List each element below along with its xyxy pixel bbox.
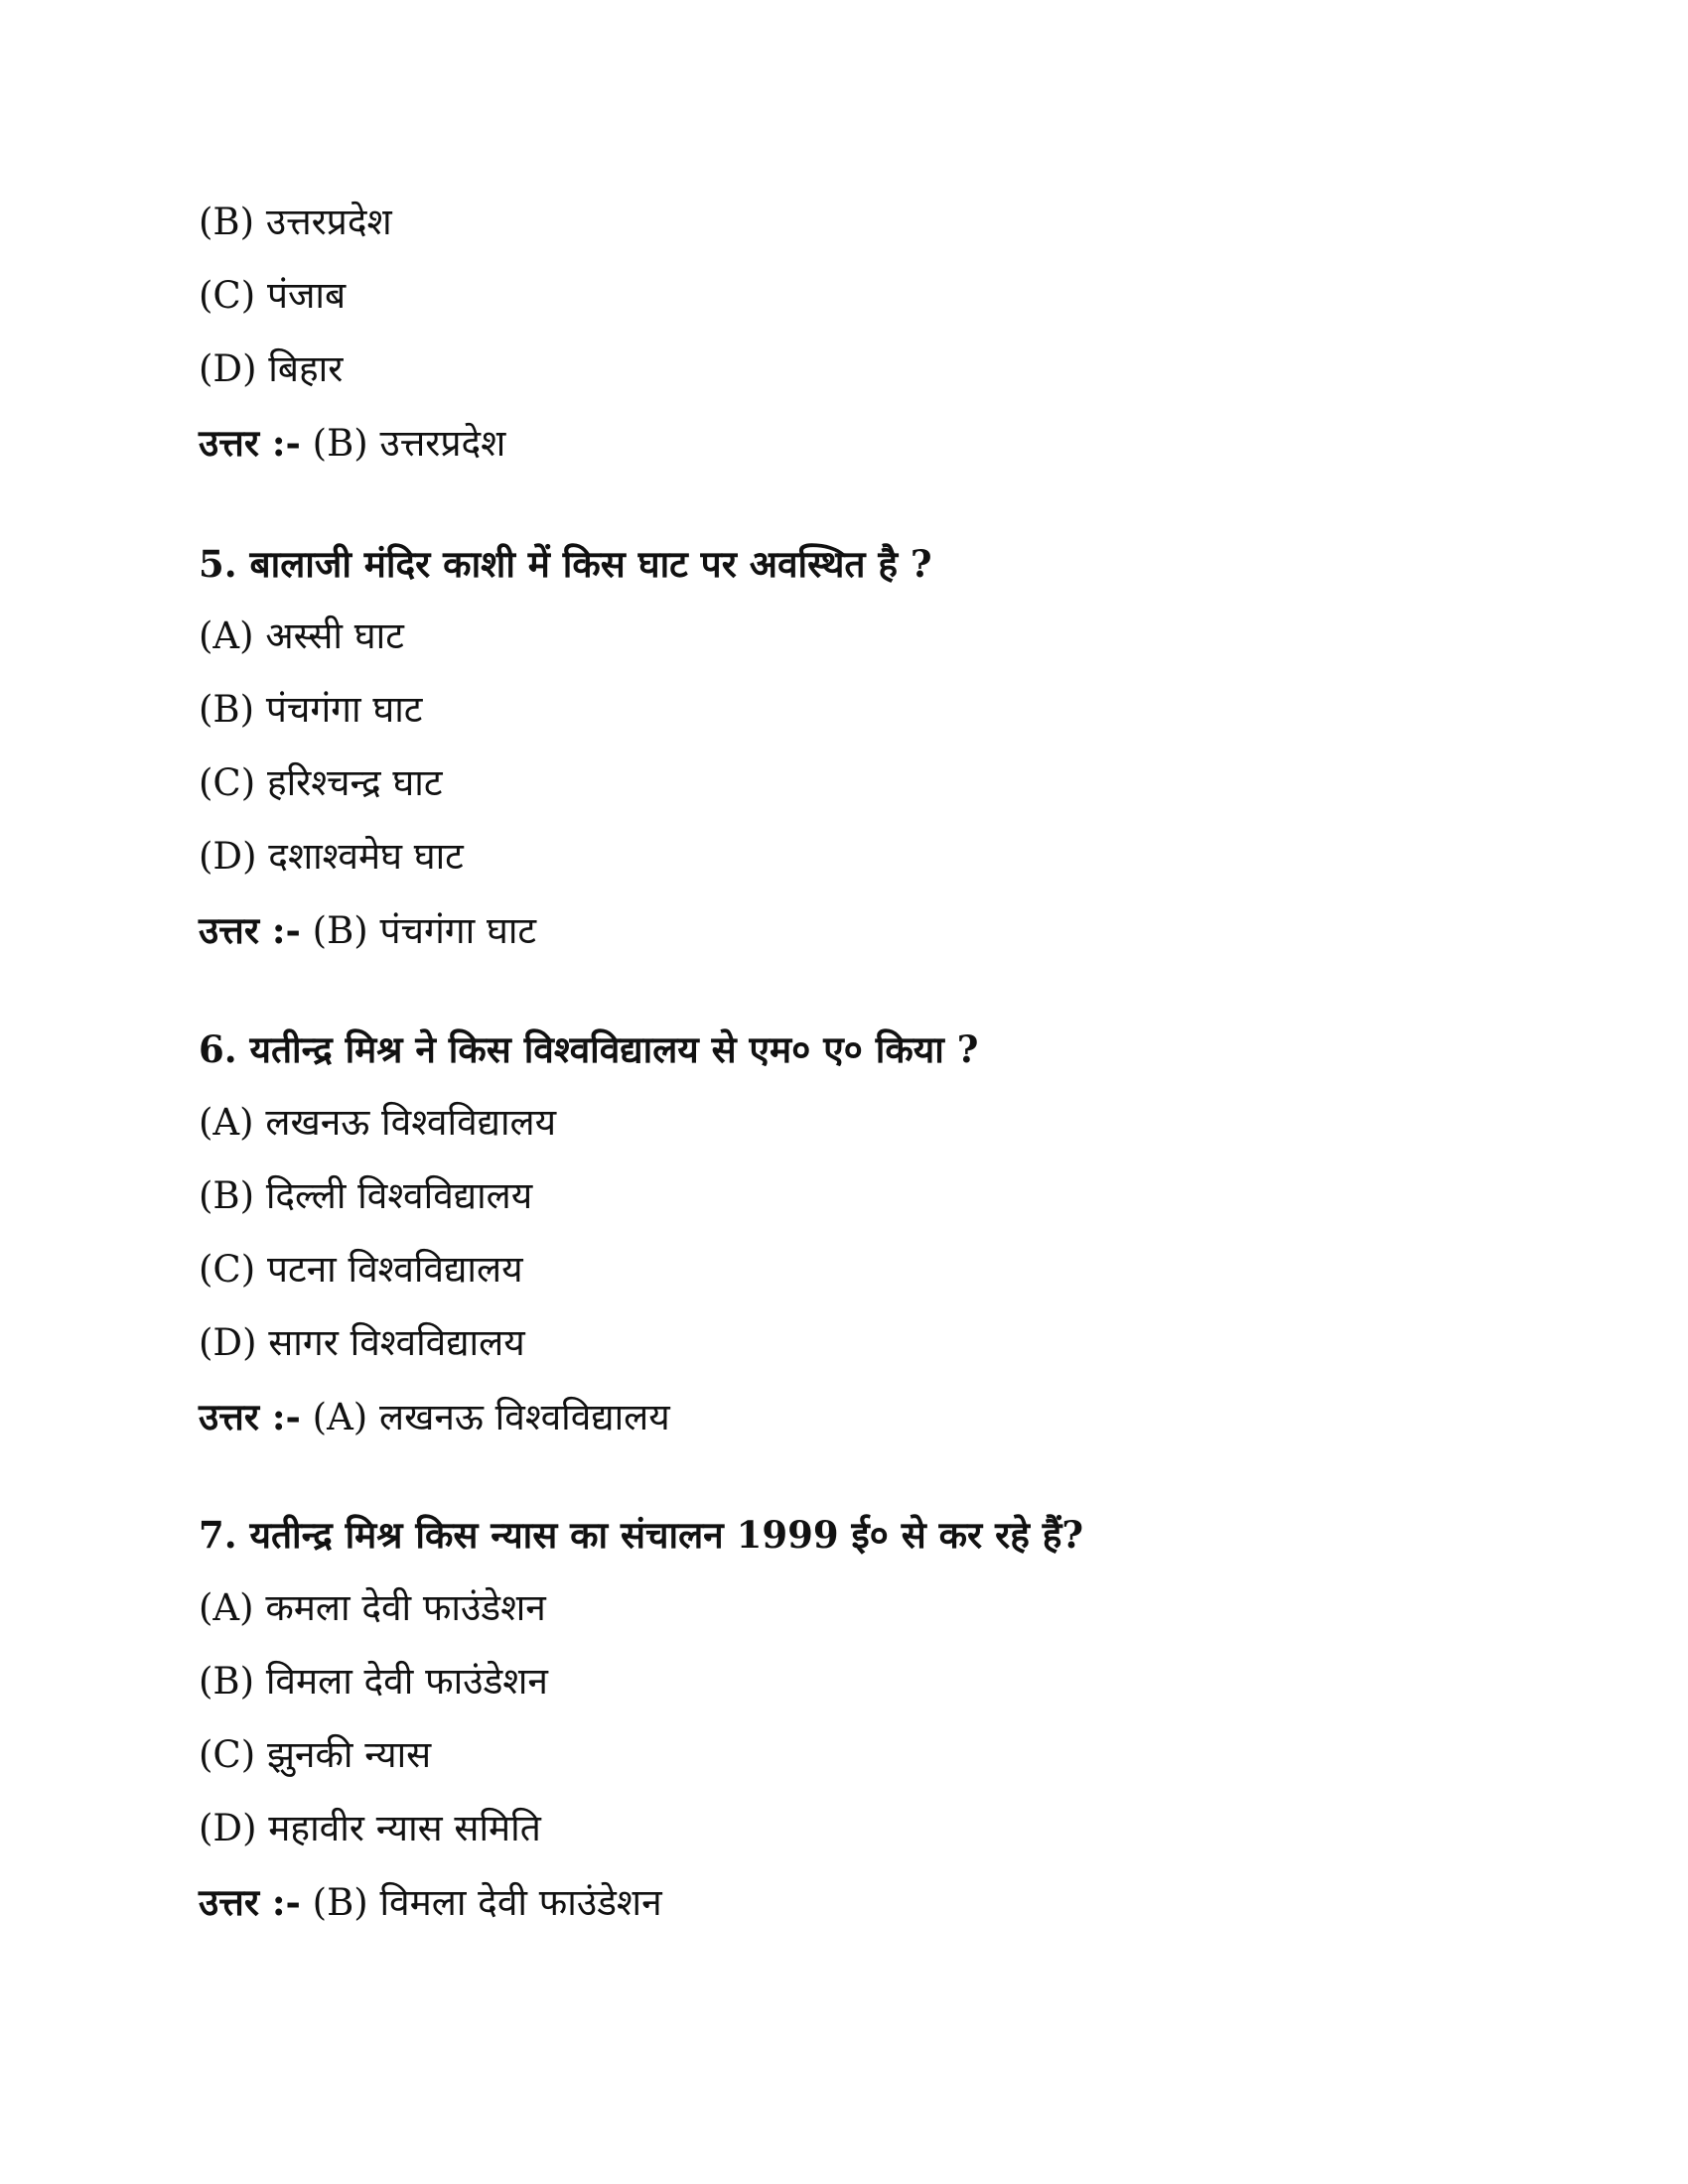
option-a: (A) अस्सी घाट [199, 614, 404, 657]
option-c: (C) पंजाब [199, 274, 347, 317]
option-d: (D) महावीर न्यास समिति [199, 1807, 541, 1849]
option-b: (B) उत्तरप्रदेश [199, 201, 392, 243]
answer-label: उत्तर :- [199, 421, 301, 465]
option-c: (C) हरिश्चन्द्र घाट [199, 761, 443, 804]
answer-text: (B) उत्तरप्रदेश [312, 422, 506, 465]
question-6: 6. यतीन्द्र मिश्र ने किस विश्वविद्यालय से एम० ए० किया ? [199, 1027, 979, 1071]
option-b: (B) विमला देवी फाउंडेशन [199, 1660, 548, 1703]
answer-text: (B) विमला देवी फाउंडेशन [312, 1881, 662, 1924]
option-c: (C) झुनकी न्यास [199, 1733, 432, 1776]
option-c: (C) पटना विश्वविद्यालय [199, 1248, 523, 1291]
option-d: (D) दशाश्वमेघ घाट [199, 835, 464, 878]
answer-label: उत्तर :- [199, 908, 301, 952]
answer-line [199, 419, 505, 468]
option-a: (A) लखनऊ विश्वविद्यालय [199, 1101, 557, 1144]
option-d: (D) सागर विश्वविद्यालय [199, 1321, 525, 1364]
answer-line [199, 1393, 670, 1441]
question-5: 5. बालाजी मंदिर काशी में किस घाट पर अवस्थित है ? [199, 542, 932, 586]
answer-text: (B) पंचगंगा घाट [312, 909, 537, 952]
answer-label: उत्तर :- [199, 1880, 301, 1924]
option-d: (D) बिहार [199, 347, 344, 390]
question-7: 7. यतीन्द्र मिश्र किस न्यास का संचालन 1999 ई० से कर रहे हैं? [199, 1513, 1084, 1557]
option-b: (B) दिल्ली विश्वविद्यालय [199, 1174, 533, 1217]
answer-text: (A) लखनऊ विश्वविद्यालय [312, 1396, 670, 1438]
answer-label: उत्तर :- [199, 1395, 301, 1438]
answer-line [199, 1878, 662, 1927]
answer-line [199, 906, 536, 955]
option-b: (B) पंचगंगा घाट [199, 688, 423, 731]
option-a: (A) कमला देवी फाउंडेशन [199, 1586, 546, 1629]
